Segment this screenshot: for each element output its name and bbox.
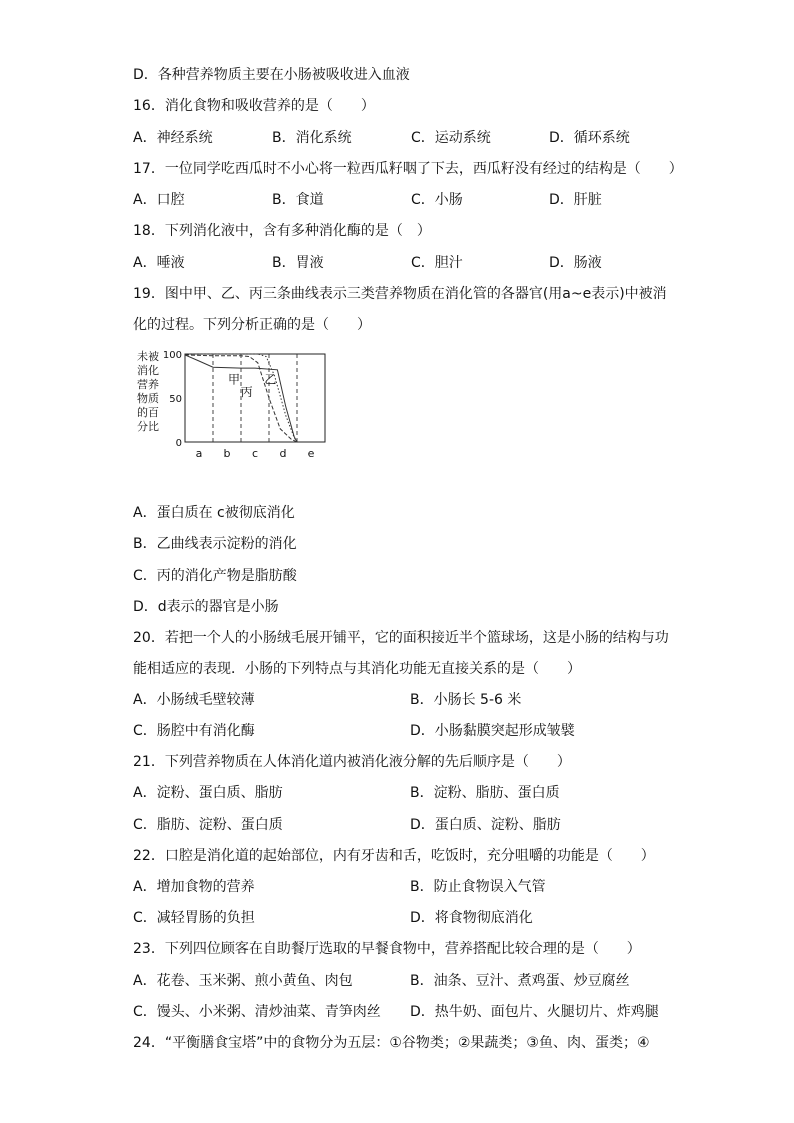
option-a[interactable]: A．增加食物的营养 — [133, 879, 255, 895]
question-16-options — [133, 127, 673, 149]
option-d[interactable]: D．蛋白质、淀粉、脂肪 — [410, 817, 561, 833]
ylabel-line: 营养 — [137, 378, 159, 391]
question-17-options — [133, 189, 673, 211]
option-a[interactable]: A．淀粉、蛋白质、脂肪 — [133, 785, 283, 801]
question-22-options-row1 — [133, 876, 673, 898]
series-label: 甲 — [227, 372, 241, 387]
y-tick-label: 100 — [162, 350, 182, 361]
option-c[interactable]: C．小肠 — [411, 192, 463, 208]
option-c[interactable]: C．胆汁 — [411, 255, 463, 271]
question-19-option-d[interactable]: D．d表示的器官是小肠 — [133, 599, 279, 615]
question-22-options-row2 — [133, 907, 673, 929]
question-18-stem: 18．下列消化液中，含有多种消化酶的是（ ） — [133, 223, 431, 239]
option-b[interactable]: B．小肠长 5-6 米 — [410, 692, 522, 708]
ylabel-line: 分比 — [137, 420, 159, 433]
question-20-options-row1 — [133, 689, 673, 711]
question-22-stem: 22．口腔是消化道的起始部位，内有牙齿和舌，吃饭时，充分咀嚼的功能是（ ） — [133, 848, 655, 864]
ylabel-line: 物质 — [137, 392, 159, 405]
option-b[interactable]: B．食道 — [272, 192, 324, 208]
ylabel-line: 消化 — [137, 364, 159, 377]
question-18-options — [133, 252, 673, 274]
question-17-stem: 17．一位同学吃西瓜时不小心将一粒西瓜籽咽了下去，西瓜籽没有经过的结构是（ ） — [133, 161, 683, 177]
option-a[interactable]: A．花卷、玉米粥、煎小黄鱼、肉包 — [133, 973, 353, 989]
question-20-stem-line2: 能相适应的表现．小肠的下列特点与其消化功能无直接关系的是（ ） — [133, 661, 581, 677]
x-tick-label: b — [223, 447, 231, 460]
ylabel-line: 未被 — [137, 350, 159, 363]
question-21-options-row1 — [133, 782, 673, 804]
option-a[interactable]: A．口腔 — [133, 192, 185, 208]
digestion-chart — [133, 344, 343, 464]
question-21-stem: 21．下列营养物质在人体消化道内被消化液分解的先后顺序是（ ） — [133, 754, 571, 770]
x-tick-label: a — [195, 447, 203, 460]
q15-option-d: D．各种营养物质主要在小肠被吸收进入血液 — [133, 67, 410, 83]
question-19-stem-line1: 19．图中甲、乙、丙三条曲线表示三类营养物质在消化管的各器官(用a~e表示)中被消 — [133, 286, 667, 302]
option-b[interactable]: B．油条、豆汁、煮鸡蛋、炒豆腐丝 — [410, 973, 630, 989]
x-tick-label: e — [307, 447, 315, 460]
question-23-options-row1 — [133, 970, 673, 992]
option-c[interactable]: C．减轻胃肠的负担 — [133, 910, 255, 926]
option-a[interactable]: A．小肠绒毛壁较薄 — [133, 692, 255, 708]
option-b[interactable]: B．消化系统 — [272, 130, 352, 146]
question-20-stem-line1: 20．若把一个人的小肠绒毛展开铺平，它的面积接近半个篮球场，这是小肠的结构与功 — [133, 630, 669, 646]
question-24-stem: 24．“平衡膳食宝塔”中的食物分为五层：①谷物类；②果蔬类；③鱼、肉、蛋类；④ — [133, 1035, 650, 1051]
option-d[interactable]: D．小肠黏膜突起形成皱襞 — [410, 723, 575, 739]
option-c[interactable]: C．运动系统 — [411, 130, 491, 146]
question-20-options-row2 — [133, 720, 673, 742]
option-d[interactable]: D．肠液 — [549, 255, 602, 271]
y-tick-label: 0 — [175, 438, 182, 449]
option-c[interactable]: C．馒头、小米粥、清炒油菜、青笋肉丝 — [133, 1004, 381, 1020]
question-16-stem: 16．消化食物和吸收营养的是（ ） — [133, 98, 375, 114]
series-label: 乙 — [264, 372, 277, 387]
series-label: 丙 — [240, 384, 253, 399]
question-19-option-a[interactable]: A．蛋白质在 c被彻底消化 — [133, 505, 295, 521]
question-19-option-b[interactable]: B．乙曲线表示淀粉的消化 — [133, 536, 297, 552]
option-d[interactable]: D．热牛奶、面包片、火腿切片、炸鸡腿 — [410, 1004, 659, 1020]
option-c[interactable]: C．脂肪、淀粉、蛋白质 — [133, 817, 283, 833]
plot-frame — [185, 354, 325, 442]
option-d[interactable]: D．肝脏 — [549, 192, 602, 208]
x-tick-label: c — [251, 447, 259, 460]
option-b[interactable]: B．胃液 — [272, 255, 324, 271]
question-19-option-c[interactable]: C．丙的消化产物是脂肪酸 — [133, 568, 297, 584]
option-d[interactable]: D．将食物彻底消化 — [410, 910, 533, 926]
option-a[interactable]: A．神经系统 — [133, 130, 213, 146]
option-b[interactable]: B．防止食物误入气管 — [410, 879, 546, 895]
question-19-stem-line2: 化的过程。下列分析正确的是（ ） — [133, 317, 371, 333]
question-23-options-row2 — [133, 1001, 673, 1023]
x-tick-label: d — [279, 447, 287, 460]
ylabel-line: 的百 — [137, 406, 159, 419]
option-b[interactable]: B．淀粉、脂肪、蛋白质 — [410, 785, 560, 801]
y-tick-label: 50 — [169, 394, 182, 405]
option-a[interactable]: A．唾液 — [133, 255, 185, 271]
question-21-options-row2 — [133, 814, 673, 836]
option-d[interactable]: D．循环系统 — [549, 130, 630, 146]
question-23-stem: 23．下列四位顾客在自助餐厅选取的早餐食物中，营养搭配比较合理的是（ ） — [133, 941, 641, 957]
option-c[interactable]: C．肠腔中有消化酶 — [133, 723, 255, 739]
